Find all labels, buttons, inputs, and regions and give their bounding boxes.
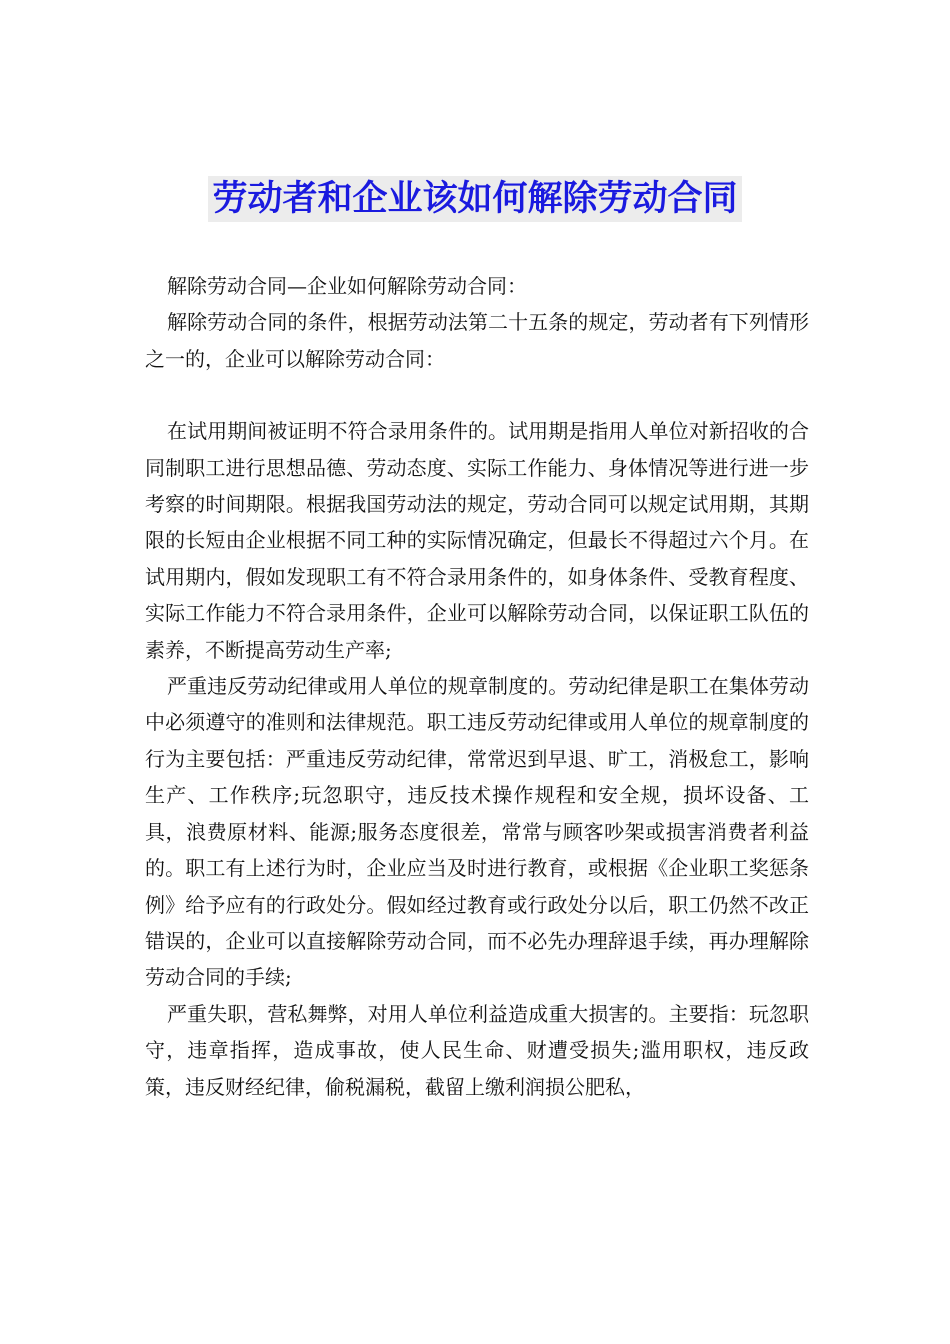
paragraph-discipline: 严重违反劳动纪律或用人单位的规章制度的。劳动纪律是职工在集体劳动中必须遵守的准则和法律规范。职工违反劳动纪律或用人单位的规章制度的行为主要包括：严重违反劳动纪律，常常迟到早退、旷工，消极怠工，影响生产、工作秩序;玩忽职守，违反技术操作规程和安全规，损坏设备、工具，浪费原材料、能源;服务态度很差，常常与顾客吵架或损害消费者利益的。职工有上述行为时，企业应当及时进行教育，或根据《企业职工奖惩条例》给予应有的行政处分。假如经过教育或行政处分以后，职工仍然不改正错误的，企业可以直接解除劳动合同，而不必先办理辞退手续，再办理解除劳动合同的手续; <box>145 674 809 990</box>
document-body <box>145 268 809 1105</box>
document-title: 劳动者和企业该如何解除劳动合同 <box>208 176 741 222</box>
paragraph-probation: 在试用期间被证明不符合录用条件的。试用期是指用人单位对新招收的合同制职工进行思想品德、劳动态度、实际工作能力、身体情况等进行进一步考察的时间期限。根据我国劳动法的规定，劳动合同可以规定试用期，其期限的长短由企业根据不同工种的实际情况确定，但最长不得超过六个月。在试用期内，假如发现职工有不符合录用条件的，如身体条件、受教育程度、实际工作能力不符合录用条件，企业可以解除劳动合同，以保证职工队伍的素养，不断提高劳动生产率; <box>145 419 809 662</box>
paragraph-misconduct: 严重失职，营私舞弊，对用人单位利益造成重大损害的。主要指：玩忽职守，违章指挥，造成事故，使人民生命、财遭受损失;滥用职权，违反政策，违反财经纪律，偷税漏税，截留上缴利润损公肥私， <box>145 1001 809 1099</box>
paragraph-spacer <box>145 377 809 413</box>
paragraph-intro: 解除劳动合同—企业如何解除劳动合同： <box>167 274 527 298</box>
title-container <box>0 176 950 222</box>
paragraph-conditions: 解除劳动合同的条件，根据劳动法第二十五条的规定，劳动者有下列情形之一的，企业可以解除劳动合同： <box>145 310 809 371</box>
